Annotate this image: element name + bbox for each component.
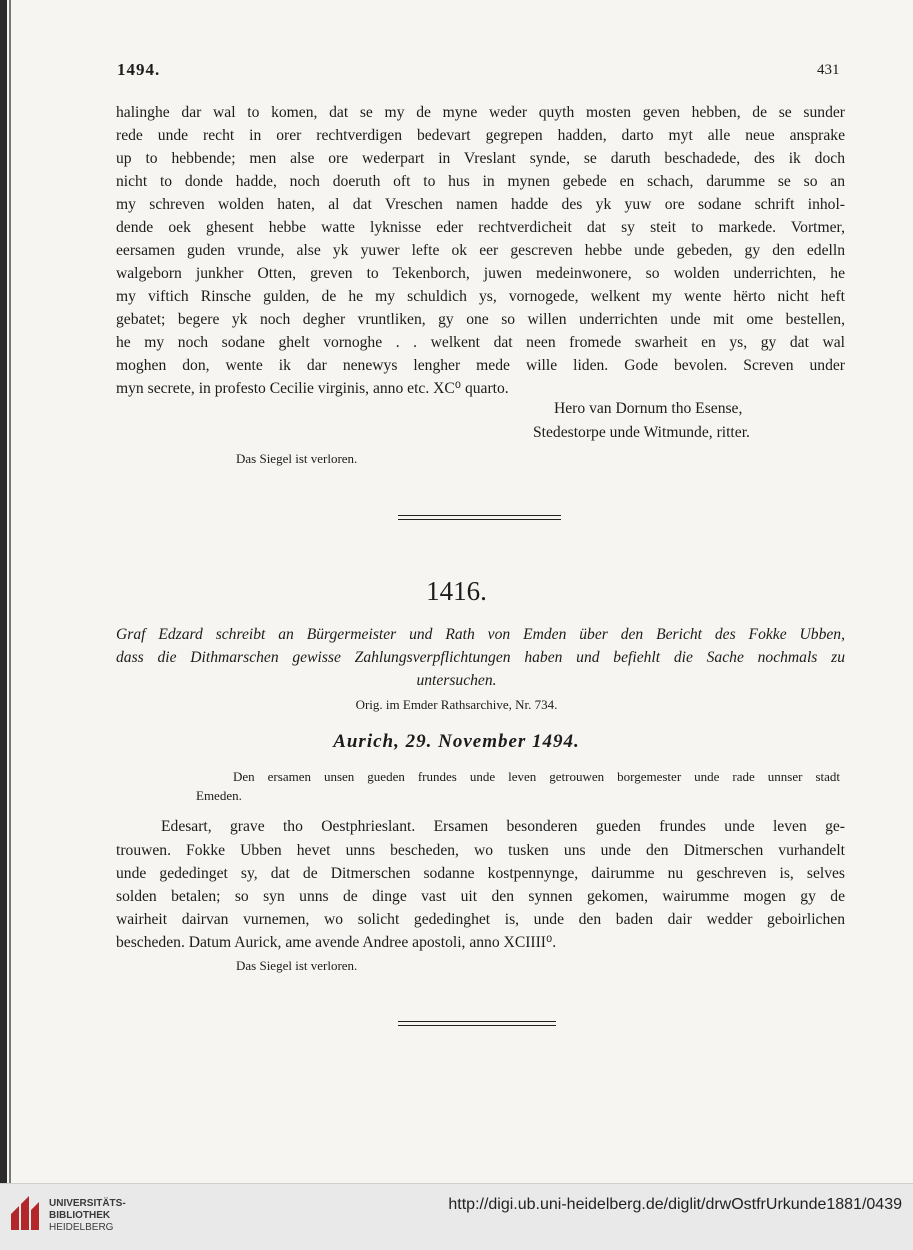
text-line: walgeborn junkher Otten, greven to Tekenborch, juwen medeinwonere, so wolden underrichten, he <box>116 265 845 282</box>
text-line: eersamen guden vrunde, alse yk yuwer lefte ok eer gescreven hebbe unde gebeden, gy den edelln <box>116 242 845 259</box>
running-header-year: 1494. <box>117 60 161 79</box>
text-line: he my noch sodane ghelt vornoghe . . welkent dat neen fromede swarheit en ys, gy dat wal <box>116 334 845 351</box>
address-line: Den ersamen unsen gueden frundes unde leven getrouwen borgemester unde rade unnser stadt <box>233 769 840 784</box>
seal-note: Das Siegel ist verloren. <box>236 958 358 973</box>
text-line: my schreven wolden haten, al dat Vreschen namen hadde des yk yuw ore sodane schrift inhol- <box>116 196 845 213</box>
signature-line-2: Stedestorpe unde Witmunde, ritter. <box>533 424 750 441</box>
signature-line-1: Hero van Dornum tho Esense, <box>554 400 743 417</box>
section-divider <box>398 515 561 516</box>
logo-text-line-2: BIBLIOTHEK <box>49 1210 111 1221</box>
logo-text-line-1: UNIVERSITÄTS- <box>49 1198 126 1209</box>
document-number: 1416. <box>426 576 487 606</box>
library-footer <box>0 1183 913 1250</box>
summary-line: Graf Edzard schreibt an Bürgermeister und Rath von Emden über den Bericht des Fokke Ubben, <box>116 626 845 643</box>
text-line: trouwen. Fokke Ubben hevet unns bescheden, wo tusken uns unde den Ditmerschen vurhandelt <box>116 842 845 859</box>
section-divider <box>398 1021 556 1022</box>
text-line: solden betalen; so syn unns de dinge vast uit den synnen gekomen, wairumme mogen gy de <box>116 888 845 905</box>
university-library-logo-icon[interactable] <box>9 1192 43 1232</box>
text-line: gebatet; begere yk noch degher vruntliken, gy one so willen underrichten unde mit ome bestellen, <box>116 311 845 328</box>
permalink-url[interactable]: http://digi.ub.uni-heidelberg.de/diglit/drwOstfrUrkunde1881/0439 <box>448 1196 902 1213</box>
text-line: nicht to donde hadde, noch doeruth oft to hus in mynen gebede en schach, darumme se so an <box>116 173 845 190</box>
text-line: wairheit dairvan vurnemen, wo solicht gededinghet is, unde den baden dair wedder geboirlichen <box>116 911 845 928</box>
text-line: bescheden. Datum Aurick, ame avende Andree apostoli, anno XCIIII⁰. <box>116 934 557 951</box>
section-divider <box>398 519 561 520</box>
seal-note: Das Siegel ist verloren. <box>236 451 358 466</box>
archival-source: Orig. im Emder Rathsarchive, Nr. 734. <box>355 697 558 712</box>
logo-text-line-3: HEIDELBERG <box>49 1222 114 1233</box>
text-line: halinghe dar wal to komen, dat se my de myne weder quyth mosten geven hebben, de se sunder <box>116 104 845 121</box>
text-line: dende oek ghesent hebbe watte lyknisse eder rechtverdicheit dat sy steit to markede. Vortmer, <box>116 219 845 236</box>
text-line: up to hebbende; men alse ore wederpart in Vreslant synde, se daruth beschadede, des ik doch <box>116 150 845 167</box>
section-divider <box>398 1025 556 1026</box>
text-line: rede unde recht in orer rechtverdigen bedevart gegrepen hadden, darto myt alle neue ansprake <box>116 127 845 144</box>
text-line: myn secrete, in profesto Cecilie virginis, anno etc. XC⁰ quarto. <box>116 380 509 397</box>
address-line: Emeden. <box>196 788 242 803</box>
text-line: moghen don, wente ik dar nenewys lengher mede wille liden. Gode bevolen. Screven under <box>116 357 845 374</box>
text-line: Edesart, grave tho Oestphrieslant. Ersamen besonderen gueden frundes unde leven ge- <box>161 818 845 835</box>
summary-line: untersuchen. <box>416 672 497 689</box>
page-number: 431 <box>817 62 840 78</box>
summary-line: dass die Dithmarschen gewisse Zahlungsverpflichtungen haben und befiehlt die Sache nochmals zu <box>116 649 845 666</box>
text-line: unde gededinget sy, dat de Ditmerschen sodanne kostpennynge, dairumme nu geschreven is, selves <box>116 865 845 882</box>
place-date: Aurich, 29. November 1494. <box>333 731 580 752</box>
text-line: my viftich Rinsche gulden, de he my schuldich ys, vornogede, welkent my wente hërto nicht heft <box>116 288 845 305</box>
